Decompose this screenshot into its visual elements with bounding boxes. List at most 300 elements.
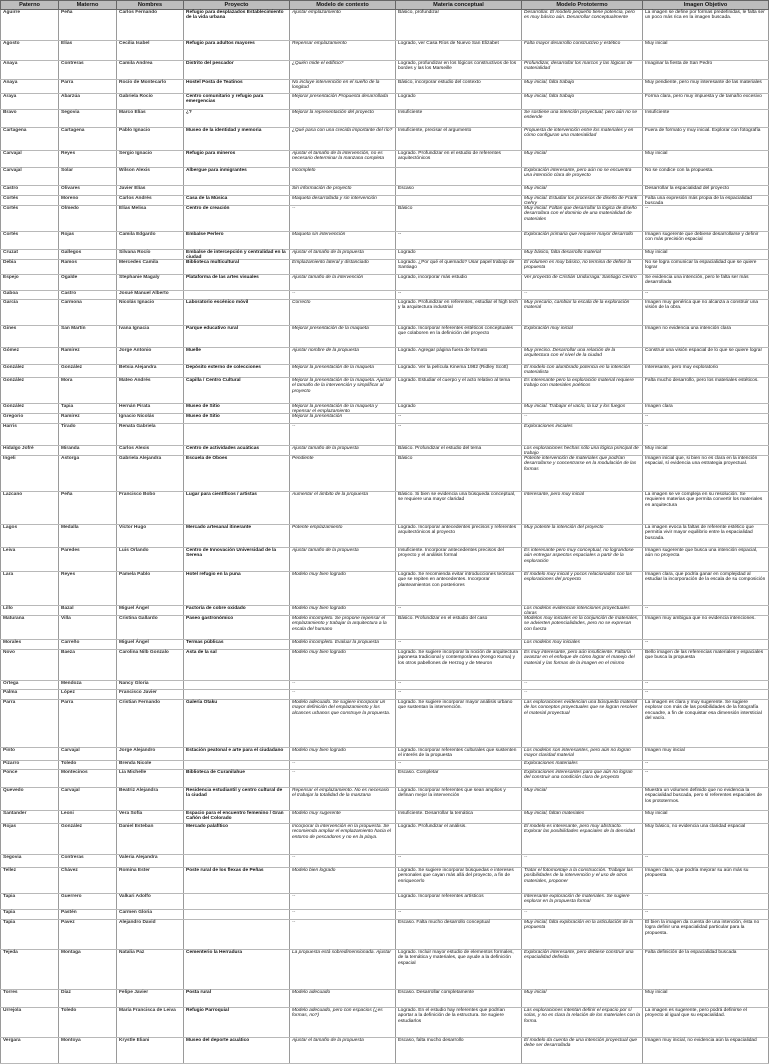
cell-materia-conceptual: -- <box>396 640 522 650</box>
cell-nombres: Francisco Bobo <box>117 492 184 525</box>
cell-materia-conceptual: Básico. Si bien se evidencia una búsqueda conceptual, se requiere una mayor claridad <box>396 492 522 525</box>
table-row <box>1 110 769 128</box>
cell-imagen-objetivo: La imagen se ve compleja en su resolución. Se requieren materias que permita convertir los materiales en arquitectura <box>643 492 769 525</box>
cell-modelo-prototermo: -- <box>522 681 643 690</box>
cell-proyecto: Posta rural <box>184 990 290 1008</box>
cell-modelo-prototermo: Exploración interesante, pero aún no se encuentra una intención clara de proyecto <box>522 168 643 186</box>
table-row <box>1 855 769 868</box>
cell-materia-conceptual: Insuficiente, precisar el argumento <box>396 128 522 151</box>
cell-modelo-prototermo: -- <box>522 414 643 424</box>
cell-nombres: Víctor Hugo <box>117 525 184 548</box>
cell-imagen-objetivo: Falta definición de la espacialidad buscada <box>643 950 769 990</box>
cell-nombres: Wilson Alexis <box>117 168 184 186</box>
cell-modelo-prototermo: Falta mayor desarrollo constructivo y estético <box>522 41 643 61</box>
table-row <box>1 700 769 748</box>
cell-paterno: Leiva <box>1 548 59 572</box>
cell-materia-conceptual: Logrado <box>396 94 522 110</box>
cell-modelo-prototermo: Muy inicial. Faltan que desarrollar la lógica de diseño desarrollara con el dominio de una materialidad de materiales <box>522 206 643 232</box>
cell-materno: Castro <box>59 291 117 300</box>
cell-materno: Guerrero <box>59 894 117 910</box>
cell-modelo-prototermo: Muy precario, cambiar la escala de la exploración material <box>522 300 643 326</box>
cell-paterno: Cruzat <box>1 250 59 260</box>
cell-materia-conceptual: Logrado. Incorporar referentes que sean amplios y definan mejor la intervención <box>396 788 522 811</box>
cell-proyecto: Paseo gastronómico <box>184 616 290 640</box>
cell-materno: Carvajal <box>59 748 117 761</box>
cell-nombres: Camila Andrea <box>117 61 184 80</box>
cell-modelo-prototermo: Los exploraciones hechas sólo una lógica principal de trabajo <box>522 446 643 456</box>
cell-nombres: Daniel Esteban <box>117 824 184 855</box>
cell-proyecto: Laboratorio escénico móvil <box>184 300 290 326</box>
table-row <box>1 260 769 275</box>
cell-paterno: Carvajal <box>1 151 59 168</box>
cell-proyecto: Parque educativo rural <box>184 326 290 348</box>
cell-materno: Pastén <box>59 910 117 920</box>
cell-proyecto: Museo de Sitio <box>184 404 290 414</box>
cell-modelo-prototermo: El volumen es muy básico, no termina de definir la propuesta <box>522 260 643 275</box>
cell-nombres: Javier Elías <box>117 186 184 196</box>
cell-proyecto: Hotel refugio en la puna <box>184 572 290 606</box>
cell-materno: Rojas <box>59 232 117 250</box>
cell-materno: Carmona <box>59 300 117 326</box>
cell-modelo-contexto: Modelo muy bien logrado <box>290 606 396 616</box>
cell-materno: Gallegos <box>59 250 117 260</box>
cell-paterno: Palma <box>1 690 59 700</box>
cell-paterno: Tapia <box>1 920 59 950</box>
cell-modelo-prototermo: Muy potente la intención del proyecto <box>522 525 643 548</box>
table-row <box>1 424 769 446</box>
cell-imagen-objetivo: Imagen clara, que podría ganar en complejidad al estudiar la incorporación de la escala de su composición <box>643 572 769 606</box>
table-row <box>1 348 769 365</box>
cell-proyecto: ¿? <box>184 110 290 128</box>
cell-paterno: Santander <box>1 811 59 824</box>
cell-modelo-prototermo: Tratar el fotomontaje a la construcción. Trabajar las posibilidades de la intervención y el uso de otros materiales, proponer <box>522 868 643 894</box>
cell-nombres: Pablo Ignacio <box>117 128 184 151</box>
cell-paterno: González <box>1 404 59 414</box>
cell-proyecto: Poste rural de los flexas de Peñas <box>184 868 290 894</box>
cell-modelo-contexto: Emplazamiento lateral y distanciado <box>290 260 396 275</box>
cell-modelo-prototermo: Las exploraciones evidencian una búsqueda material de los conceptos proyectuales que se logran resolver el material proyectual <box>522 700 643 748</box>
cell-modelo-prototermo: El modelo es interesante, pero muy abstracto. Explorar las posibilidades espaciales de la densidad <box>522 824 643 855</box>
cell-materno: Montaga <box>59 950 117 990</box>
cell-paterno: Morales <box>1 640 59 650</box>
cell-imagen-objetivo: Interesante, pero muy exploratorio <box>643 365 769 378</box>
cell-materno: Reyes <box>59 572 117 606</box>
cell-proyecto: Muelle <box>184 348 290 365</box>
cell-modelo-contexto: Ajustar tamaño de la propuesta <box>290 548 396 572</box>
cell-modelo-prototermo: Muy inicial <box>522 990 643 1008</box>
cell-modelo-contexto: ¿Quién mide el edificio? <box>290 61 396 80</box>
cell-imagen-objetivo: Imagen clara <box>643 404 769 414</box>
cell-paterno: Debia <box>1 260 59 275</box>
cell-imagen-objetivo: Muy inicial <box>643 990 769 1008</box>
cell-modelo-contexto: La propuesta está sobredimensionada. Ajustar <box>290 950 396 990</box>
cell-modelo-contexto: Mejorar la representación del proyecto <box>290 110 396 128</box>
cell-paterno: Gines <box>1 326 59 348</box>
table-row <box>1 616 769 640</box>
cell-materia-conceptual: Logrado. Ver la película Kinema 1982 (Ridley Scott) <box>396 365 522 378</box>
cell-materia-conceptual: Insuficiente. Incorporar antecedentes precisos del proyecto y el análisis formal <box>396 548 522 572</box>
cell-modelo-prototermo: Modelos muy iniciales en la conjunción de materiales, se advierten potencialidades, pero no se expresan con fuerza <box>522 616 643 640</box>
cell-materia-conceptual: Logrado. Incorporar referentes culturales que sustenten el interés de la propuesta <box>396 748 522 761</box>
cell-materia-conceptual: -- <box>396 855 522 868</box>
cell-materia-conceptual: -- <box>396 690 522 700</box>
cell-modelo-contexto: -- <box>290 920 396 950</box>
cell-modelo-contexto: Ajustar el tamaño de la propuesta <box>290 250 396 260</box>
cell-nombres: Gabriela Alejandra <box>117 456 184 492</box>
cell-modelo-contexto: Mejorar la presentación <box>290 414 396 424</box>
table-row <box>1 41 769 61</box>
cell-paterno: Vergara <box>1 1038 59 1064</box>
cell-proyecto: Estación peatonal e arte para el ciudadano <box>184 748 290 761</box>
cell-paterno: Torres <box>1 990 59 1008</box>
cell-materno: Mendoza <box>59 681 117 690</box>
cell-imagen-objetivo: Muy básico, no evidencia una claridad espacial <box>643 824 769 855</box>
cell-imagen-objetivo: -- <box>643 681 769 690</box>
cell-imagen-objetivo: Construir una visión espacial de lo que se quiere lograr <box>643 348 769 365</box>
cell-nombres: Miguel Ángel <box>117 640 184 650</box>
cell-modelo-prototermo: Exploraciones iniciales <box>522 424 643 446</box>
cell-imagen-objetivo: Muy inicial <box>643 446 769 456</box>
header-paterno: Paterno <box>1 1 59 10</box>
cell-modelo-prototermo: Propuesta de intervención entre los materiales y en cómo configuran una materialidad <box>522 128 643 151</box>
cell-materia-conceptual: -- <box>396 910 522 920</box>
cell-imagen-objetivo: Fuera de formato y muy inicial. Explorar con fotografía <box>643 128 769 151</box>
table-row <box>1 151 769 168</box>
cell-materia-conceptual <box>396 168 522 186</box>
cell-paterno: Cortés <box>1 232 59 250</box>
cell-materno: Contreras <box>59 855 117 868</box>
cell-modelo-prototermo: Exploraciones interesantes para que aún no logran del construir una condición clara de proyecto <box>522 770 643 788</box>
cell-nombres: Silvana Rocío <box>117 250 184 260</box>
cell-materno: Leoni <box>59 811 117 824</box>
cell-imagen-objetivo: Imagen sugerente que debiese desarrollarse y definir con más precisión espacial <box>643 232 769 250</box>
cell-modelo-prototermo: -- <box>522 690 643 700</box>
table-row <box>1 206 769 232</box>
cell-modelo-prototermo: Desarrollar. El modelo pequeño tiene potencia, pero es muy básico aún. Desarrollar conceptualmente <box>522 10 643 41</box>
cell-imagen-objetivo: Muy inicial <box>643 41 769 61</box>
cell-materno: Olivares <box>59 186 117 196</box>
cell-modelo-contexto: Modelo muy bien logrado <box>290 748 396 761</box>
cell-modelo-prototermo: Muy inicial, falta exploración en la articulación de la propuesta <box>522 920 643 950</box>
cell-modelo-prototermo: Profundizar, desarrollar los marcos y las lógicas de materialidad <box>522 61 643 80</box>
cell-modelo-prototermo: El modelo con alumbrado potencia en la intención materialista <box>522 365 643 378</box>
table-row <box>1 1038 769 1064</box>
cell-proyecto <box>184 681 290 690</box>
cell-nombres: Elías Melisa <box>117 206 184 232</box>
cell-materia-conceptual: Básico <box>396 206 522 232</box>
cell-materno: Baeza <box>59 650 117 681</box>
cell-proyecto <box>184 855 290 868</box>
cell-materia-conceptual: Logrado. Se sugiere incorporar mayor análisis urbano que sustentan la intervención. <box>396 700 522 748</box>
cell-modelo-contexto: Mejorar presentación Propuesta desarrollada <box>290 94 396 110</box>
cell-imagen-objetivo: Muy inicial <box>643 151 769 168</box>
cell-modelo-prototermo: Muy inicial, falta trabajo <box>522 94 643 110</box>
cell-proyecto: Asta de la sal <box>184 650 290 681</box>
cell-modelo-prototermo: Muy inicial, falta trabajo <box>522 80 643 94</box>
cell-modelo-prototermo: Muy inicial. Estudiar los procesos de diseño de Frank Gehry <box>522 196 643 206</box>
table-row <box>1 548 769 572</box>
header-materia-conceptual: Materia conceptual <box>396 1 522 10</box>
cell-modelo-contexto: Modelo adecuado, pero con espacios (¿es formas, no?) <box>290 1008 396 1038</box>
cell-paterno: Gaboa <box>1 291 59 300</box>
cell-modelo-prototermo: El modelo muy inicial y pocos relacionados con las exploraciones del proyecto <box>522 572 643 606</box>
cell-proyecto: Mercado artesanal itinerante <box>184 525 290 548</box>
cell-materno: Reyes <box>59 151 117 168</box>
cell-proyecto: Lugar para científicos / artistas <box>184 492 290 525</box>
cell-modelo-contexto: Potente emplazamiento <box>290 525 396 548</box>
cell-nombres: Romina Ester <box>117 868 184 894</box>
header-modelo-prototermo: Modelo Prototermo <box>522 1 643 10</box>
cell-modelo-contexto: Ajustar nombre de la propuesta <box>290 348 396 365</box>
cell-materia-conceptual: Logrado. Incorporar referentes estéticos conceptuales que colaboren en la definición del proyecto <box>396 326 522 348</box>
cell-modelo-prototermo: Es muy interesante, pero aún insuficiente. Faltaría avanzar en el enfoque de cómo lograr el manejo del material y las formas de la imagen en el mismo <box>522 650 643 681</box>
cell-materno: Contreras <box>59 61 117 80</box>
table-row <box>1 761 769 770</box>
header-nombres: Nombres <box>117 1 184 10</box>
cell-modelo-prototermo: -- <box>522 291 643 300</box>
cell-nombres: Camila Edgardo <box>117 232 184 250</box>
cell-materno: González <box>59 365 117 378</box>
table-row <box>1 788 769 811</box>
cell-nombres: Lía Michelle <box>117 770 184 788</box>
cell-nombres: Mateo Andrés <box>117 378 184 404</box>
cell-paterno: Espejo <box>1 275 59 291</box>
cell-paterno: Ingeli <box>1 456 59 492</box>
cell-proyecto <box>184 761 290 770</box>
cell-nombres: Mercedes Camila <box>117 260 184 275</box>
cell-materia-conceptual: Logrado. En el estudio hay referentes que podrían aportar a la definición de la estructura. Se sugiere estudiarlos <box>396 1008 522 1038</box>
cell-modelo-prototermo: -- <box>522 855 643 868</box>
cell-paterno: Pizarro <box>1 761 59 770</box>
cell-paterno: Cortés <box>1 206 59 232</box>
cell-materno: Montoya <box>59 1038 117 1064</box>
table-row <box>1 690 769 700</box>
cell-nombres: Francisco Javier <box>117 690 184 700</box>
cell-proyecto: Biblioteca multicultural <box>184 260 290 275</box>
cell-materia-conceptual: Logrado, ver Casa Ríos de Nuevo San Elizabet <box>396 41 522 61</box>
cell-proyecto: Embalse de intercepción y centralidad en la ciudad <box>184 250 290 260</box>
cell-modelo-prototermo: Muy inicial <box>522 151 643 168</box>
cell-modelo-contexto: Ajustar tamaño de la propuesta <box>290 446 396 456</box>
cell-materno: Elías <box>59 41 117 61</box>
cell-materno: Chávez <box>59 868 117 894</box>
cell-materia-conceptual: -- <box>396 232 522 250</box>
cell-nombres: Cristian Fernando <box>117 700 184 748</box>
cell-paterno: Segovia <box>1 855 59 868</box>
header-materno: Materno <box>59 1 117 10</box>
cell-proyecto: Museo de Sitio <box>184 414 290 424</box>
cell-nombres: Cristina Gallardo <box>117 616 184 640</box>
cell-materno: González <box>59 824 117 855</box>
cell-imagen-objetivo: Bello imagen de las referencias materiales y espaciales que busca la propuesta <box>643 650 769 681</box>
cell-materno: Segovia <box>59 110 117 128</box>
cell-materia-conceptual: Logrado <box>396 404 522 414</box>
table-row <box>1 186 769 196</box>
cell-materno: Tirado <box>59 424 117 446</box>
table-row <box>1 94 769 110</box>
table-row <box>1 414 769 424</box>
cell-nombres: Ivana Ignacia <box>117 326 184 348</box>
cell-nombres: Valkari Adolfo <box>117 894 184 910</box>
cell-materia-conceptual: -- <box>396 606 522 616</box>
cell-nombres: Carmen Gloria <box>117 910 184 920</box>
cell-paterno: Parra <box>1 700 59 748</box>
cell-modelo-prototermo: Interesante exploración de materiales. Se sugiere explorar en la propuesta formal <box>522 894 643 910</box>
cell-proyecto: Factoría de cobre oxidado <box>184 606 290 616</box>
cell-modelo-contexto: Modelo bien logrado <box>290 868 396 894</box>
cell-imagen-objetivo: -- <box>643 761 769 770</box>
cell-modelo-prototermo: Las exploraciones intentan definir el espacio por sí solas, y no es clara la relación de los materiales con la forma. <box>522 1008 643 1038</box>
cell-materia-conceptual: Logrado. Profundizar el análisis. <box>396 824 522 855</box>
cell-proyecto: Plataforma de las artes visuales <box>184 275 290 291</box>
cell-materno: Peña <box>59 10 117 41</box>
cell-materno: López <box>59 690 117 700</box>
cell-paterno: Ponce <box>1 770 59 788</box>
cell-materno: Ramírez <box>59 348 117 365</box>
cell-proyecto: Cementerio la Herradura <box>184 950 290 990</box>
cell-materno: Carvajal <box>59 788 117 811</box>
table-row <box>1 378 769 404</box>
cell-modelo-contexto: Repensar emplazamiento <box>290 41 396 61</box>
table-row <box>1 824 769 855</box>
cell-nombres: Brenda Nicole <box>117 761 184 770</box>
cell-paterno: Bravo <box>1 110 59 128</box>
cell-nombres: Gabriela Rocío <box>117 94 184 110</box>
cell-modelo-prototermo: Es interesante pero muy conceptual, no lograndose aún entregar aspectos espaciales a partir de la exploración <box>522 548 643 572</box>
cell-proyecto: Centro de creación <box>184 206 290 232</box>
cell-imagen-objetivo: -- <box>643 770 769 788</box>
cell-materia-conceptual: Básico, profundizar <box>396 10 522 41</box>
cell-imagen-objetivo: Imagen muy genérica que no alcanza a construir una visión de la obra. <box>643 300 769 326</box>
cell-imagen-objetivo: Muy pendiente, pero muy interesante de las materiales <box>643 80 769 94</box>
cell-imagen-objetivo: Imagen inicial que, si bien no es clara en la intención espacial, sí evidencia una estrategia proyectual. <box>643 456 769 492</box>
cell-paterno: Tejeda <box>1 950 59 990</box>
table-row <box>1 80 769 94</box>
cell-imagen-objetivo: -- <box>643 894 769 910</box>
cell-materia-conceptual: -- <box>396 291 522 300</box>
cell-materia-conceptual: Logrado. Profundizar en el estudio de referentes arquitectónicos <box>396 151 522 168</box>
cell-modelo-contexto: Ajustar el tamaño de la propuesta <box>290 1038 396 1064</box>
cell-modelo-contexto: -- <box>290 761 396 770</box>
cell-nombres: Valeria Alejandra <box>117 855 184 868</box>
header-imagen-objetivo: Imagen Objetivo <box>643 1 769 10</box>
cell-materia-conceptual: Logrado <box>396 250 522 260</box>
cell-materno: Toledo <box>59 761 117 770</box>
cell-paterno: González <box>1 378 59 404</box>
cell-modelo-prototermo: Los modelos evidencian intenciones proyectuales claras <box>522 606 643 616</box>
cell-materno: Bazal <box>59 606 117 616</box>
table-row <box>1 61 769 80</box>
cell-modelo-contexto: No incluye intervención en el sueño de la longitud <box>290 80 396 94</box>
cell-proyecto <box>184 424 290 446</box>
cell-materia-conceptual: Escaso. Desarrollar completamente <box>396 990 522 1008</box>
cell-nombres: Stephanie Magaly <box>117 275 184 291</box>
cell-materia-conceptual: -- <box>396 414 522 424</box>
cell-modelo-contexto: ¿Qué pasa con una crecida importante del río? <box>290 128 396 151</box>
cell-proyecto <box>184 291 290 300</box>
table-row <box>1 525 769 548</box>
cell-proyecto: Albergue para inmigrantes <box>184 168 290 186</box>
table-row <box>1 950 769 990</box>
cell-imagen-objetivo: Insuficiente <box>643 110 769 128</box>
cell-paterno: Agosto <box>1 41 59 61</box>
cell-modelo-prototermo: El modelo da cuenta de una intención proyectual que debe ser desarrollada <box>522 1038 643 1064</box>
cell-paterno: González <box>1 365 59 378</box>
cell-nombres: Carlos Andrés <box>117 196 184 206</box>
cell-modelo-prototermo: Los modelos muy iniciales <box>522 640 643 650</box>
cell-modelo-contexto: -- <box>290 855 396 868</box>
table-row <box>1 168 769 186</box>
cell-imagen-objetivo: -- <box>643 606 769 616</box>
cell-materia-conceptual: Logrado. Estudiar el cuerpo y el acto relativo al tema <box>396 378 522 404</box>
cell-materia-conceptual: Insuficiente <box>396 110 522 128</box>
cell-materno: San Martín <box>59 326 117 348</box>
cell-imagen-objetivo: Se evidencia una intención, pero le falta ser más desarrollada <box>643 275 769 291</box>
table-row <box>1 910 769 920</box>
cell-imagen-objetivo: Forma clara, pero muy impuesta y de tamaño excesivo <box>643 94 769 110</box>
cell-paterno: Tellez <box>1 868 59 894</box>
cell-modelo-prototermo: Muy preciso. Desarrollar una relación de la arquitectura con el nivel de la ciudad <box>522 348 643 365</box>
cell-materia-conceptual: Logrado. Agregar página fuera de formato <box>396 348 522 365</box>
cell-paterno: Lazcano <box>1 492 59 525</box>
cell-nombres: Vera Sofía <box>117 811 184 824</box>
cell-modelo-contexto: Modelo adecuado <box>290 990 396 1008</box>
cell-imagen-objetivo: Muy inicial <box>643 250 769 260</box>
cell-materia-conceptual: -- <box>396 761 522 770</box>
cell-imagen-objetivo: No se condice con la propuesta. <box>643 168 769 186</box>
cell-proyecto <box>184 910 290 920</box>
table-row <box>1 681 769 690</box>
cell-nombres: Betsia Alejandra <box>117 365 184 378</box>
table-row <box>1 748 769 761</box>
cell-proyecto: Museo de la identidad y memoria <box>184 128 290 151</box>
cell-imagen-objetivo: Muy inicial <box>643 811 769 824</box>
table-row <box>1 1008 769 1038</box>
cell-modelo-contexto: Aumentar el ámbito de la propuesta <box>290 492 396 525</box>
cell-materia-conceptual: Logrado. Se recomienda evitar introducciones teóricas que se repiten en antecedentes. Incorporar planteamientos con posteriores <box>396 572 522 606</box>
cell-nombres: Ignacio Nicolás <box>117 414 184 424</box>
cell-proyecto <box>184 894 290 910</box>
header-row <box>1 1 769 10</box>
cell-materia-conceptual: Logrado. Incluir mayor estudio de elementos formales, de la temática y materiales, que ayude a la definición espacial <box>396 950 522 990</box>
cell-modelo-prototermo: Muy inicial <box>522 186 643 196</box>
cell-imagen-objetivo: Falta una expresión más propia de la espacialidad buscada <box>643 196 769 206</box>
cell-materia-conceptual: Logrado, incorporar más estudio <box>396 275 522 291</box>
cell-materno: Carreño <box>59 640 117 650</box>
cell-materno: Astorga <box>59 456 117 492</box>
table-row <box>1 456 769 492</box>
cell-materia-conceptual: Logrado. ¿Por qué el quemado? Usar papel trabajo de Santiago <box>396 260 522 275</box>
table-row <box>1 650 769 681</box>
cell-proyecto <box>184 920 290 950</box>
table-row <box>1 196 769 206</box>
cell-modelo-contexto: Mejorar la presentación de la maqueta y repensar el emplazamiento <box>290 404 396 414</box>
cell-proyecto <box>184 186 290 196</box>
cell-paterno: Harris <box>1 424 59 446</box>
cell-materno: Ogalde <box>59 275 117 291</box>
cell-modelo-contexto: Ajustar el tamaño de la intervención, no es necesario determinar la manzana completa <box>290 151 396 168</box>
table-row <box>1 10 769 41</box>
table-row <box>1 300 769 326</box>
cell-paterno: Gregorio <box>1 414 59 424</box>
cell-imagen-objetivo: El bien la imagen da cuenta de una intención, ésta no logra definir una espacialidad particular para la propuesta. <box>643 920 769 950</box>
cell-materia-conceptual: Escaso <box>396 186 522 196</box>
cell-modelo-contexto: Incompleto <box>290 168 396 186</box>
cell-modelo-prototermo: Potente intervención de materiales que podrían desarrollarse y concentrarse en la modulación de las formas <box>522 456 643 492</box>
cell-nombres: Hernán Pirata <box>117 404 184 414</box>
cell-materia-conceptual: Logrado. Se sugiere incorporar búsquedas e intereses personales que cayan más allá del proyecto, a fin de enriquecerlo <box>396 868 522 894</box>
cell-nombres: Jorge Antonio <box>117 348 184 365</box>
